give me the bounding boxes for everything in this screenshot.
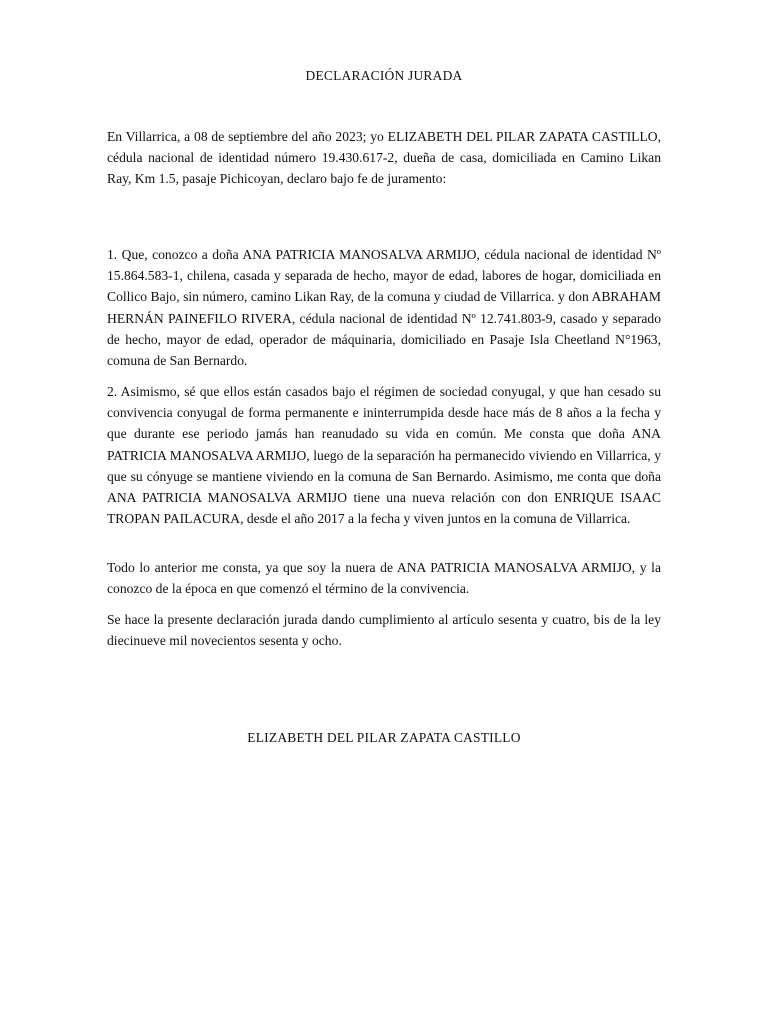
- intro-paragraph: En Villarrica, a 08 de septiembre del año 2023; yo ELIZABETH DEL PILAR ZAPATA CASTILLO, cédula nacional de identidad número 19.430.617-2, dueña de casa, domiciliada en Camino Likan Ray, Km 1.5, pasaje Pichicoyan, declaro bajo fe de juramento:: [107, 129, 661, 187]
- document-title: DECLARACIÓN JURADA: [305, 68, 463, 83]
- paragraph-four: Se hace la presente declaración jurada dando cumplimiento al artículo sesenta y cuatro, bis de la ley diecinueve mil novecientos sesenta y ocho.: [107, 612, 661, 649]
- paragraph-one: 1. Que, conozco a doña ANA PATRICIA MANOSALVA ARMIJO, cédula nacional de identidad Nº 15.864.583-1, chilena, casada y separada de hecho, mayor de edad, labores de hogar, domiciliada en Collico Bajo, sin número, camino Likan Ray, de la comuna y ciudad de Villarrica. y don ABRAHAM HERNÁN PAINEFILO RIVERA, cédula nacional de identidad Nº 12.741.803-9, casado y separado de hecho, mayor de edad, operador de máquinaria, domiciliado en Pasaje Isla Cheetland N°1963, comuna de San Bernardo.: [107, 247, 661, 369]
- paragraph-two: 2. Asimismo, sé que ellos están casados bajo el régimen de sociedad conyugal, y que han cesado su convivencia conyugal de forma permanente e ininterrumpida desde hace más de 8 años a la fecha y que durante ese periodo jamás han reanudado su vida en común. Me consta que doña ANA PATRICIA MANOSALVA ARMIJO, luego de la separación ha permanecido viviendo en Villarrica, y que su cónyuge se mantiene viviendo en la comuna de San Bernardo. Asimismo, me conta que doña ANA PATRICIA MANOSALVA ARMIJO tiene una nueva relación con don ENRIQUE ISAAC TROPAN PAILACURA, desde el año 2017 a la fecha y viven juntos en la comuna de Villarrica.: [107, 384, 661, 527]
- paragraph-three: Todo lo anterior me consta, ya que soy la nuera de ANA PATRICIA MANOSALVA ARMIJO, y la conozco de la época en que comenzó el término de la convivencia.: [107, 560, 661, 597]
- signature-name: ELIZABETH DEL PILAR ZAPATA CASTILLO: [247, 730, 521, 745]
